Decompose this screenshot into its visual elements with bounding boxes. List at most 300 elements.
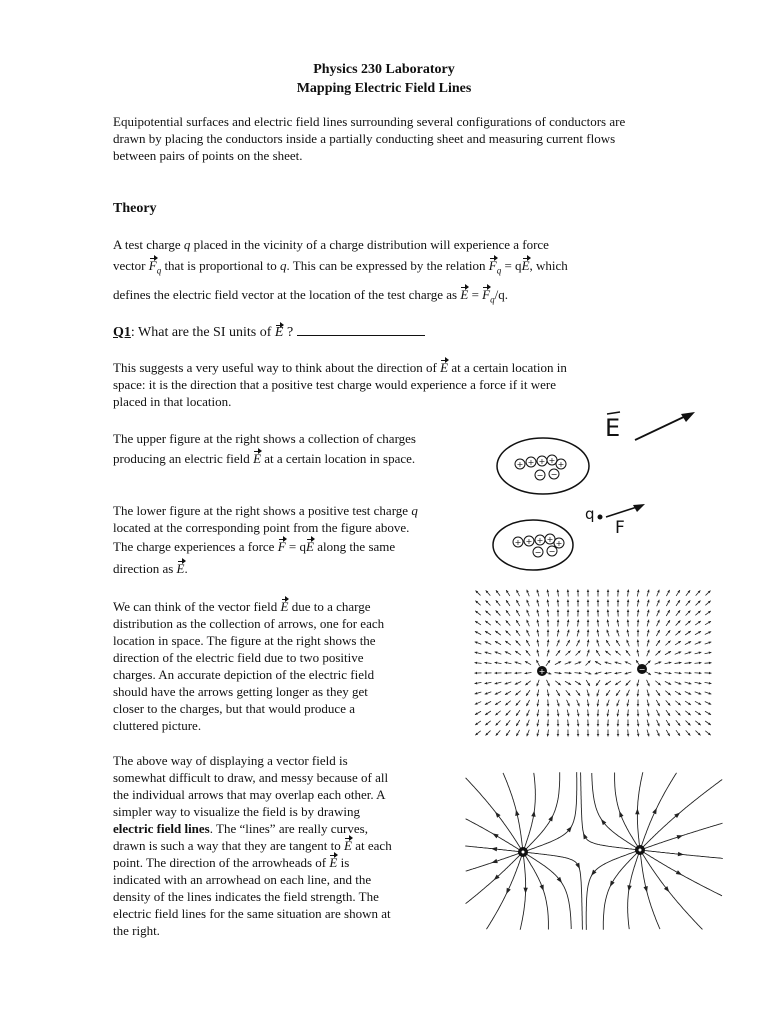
- positive-charge: [547, 455, 557, 465]
- field-arrow: [615, 681, 621, 685]
- field-arrow: [555, 661, 561, 664]
- field-arrow: [485, 682, 492, 685]
- upper-figure-paragraph: The upper figure at the right shows a collection of charges producing an electric field E at a certain location in space.: [113, 431, 416, 466]
- field-arrow: [586, 661, 591, 666]
- field-arrow: [627, 600, 630, 607]
- field-arrow: [547, 600, 550, 607]
- field-lines-figure: [463, 770, 725, 932]
- field-arrow: [506, 720, 510, 725]
- field-line: [603, 853, 637, 930]
- svg-text:−: −: [548, 547, 556, 556]
- field-arrow: [617, 720, 620, 727]
- field-line-arrowhead: [531, 811, 535, 817]
- field-arrow: [557, 700, 560, 707]
- field-line-arrowhead: [619, 811, 623, 817]
- field-arrow: [565, 681, 571, 685]
- field-arrow: [525, 672, 532, 675]
- field-arrow: [516, 630, 520, 636]
- svg-text:−: −: [550, 470, 558, 479]
- field-arrow: [526, 710, 529, 716]
- field-arrow: [676, 600, 680, 606]
- field-arrow: [495, 651, 502, 654]
- field-arrow: [565, 672, 572, 675]
- field-arrow: [637, 630, 640, 637]
- field-arrow: [665, 672, 672, 675]
- field-arrow: [495, 621, 500, 626]
- field-line: [635, 772, 643, 846]
- field-arrow: [666, 620, 670, 626]
- field-arrow: [526, 690, 530, 696]
- field-line-arrowhead: [652, 808, 657, 814]
- field-arrow: [567, 630, 570, 637]
- field-line: [520, 856, 528, 930]
- field-arrow: [526, 650, 530, 655]
- field-arrow: [637, 730, 640, 737]
- field-arrow: [695, 621, 701, 625]
- field-arrow: [575, 681, 581, 685]
- vector-field-figure: [472, 588, 718, 743]
- field-line: [641, 773, 676, 846]
- field-arrow: [605, 672, 612, 675]
- field-arrow: [567, 600, 570, 607]
- field-arrow: [607, 620, 610, 627]
- field-arrow: [705, 652, 712, 655]
- field-arrow: [555, 681, 560, 685]
- field-arrow: [626, 650, 630, 656]
- field-line: [644, 850, 723, 858]
- field-arrow: [516, 640, 521, 645]
- field-arrow: [685, 631, 691, 635]
- field-arrow: [516, 600, 519, 606]
- field-arrow: [695, 701, 701, 704]
- field-arrow: [577, 730, 580, 737]
- field-arrow: [475, 672, 482, 675]
- field-arrow: [695, 651, 702, 654]
- field-arrow: [666, 630, 670, 635]
- field-line: [466, 853, 520, 871]
- field-arrow: [547, 720, 550, 727]
- document-title: Physics 230 Laboratory: [313, 62, 455, 77]
- field-arrow: [666, 610, 670, 616]
- field-line: [581, 772, 636, 849]
- negative-charge: [535, 470, 545, 480]
- field-arrow: [665, 641, 670, 646]
- field-line-arrowhead: [664, 886, 669, 892]
- field-arrow: [607, 710, 610, 717]
- field-arrow: [557, 710, 560, 717]
- field-arrow: [647, 680, 650, 686]
- field-arrow: [566, 640, 569, 646]
- field-arrow: [647, 630, 650, 637]
- field-arrow: [475, 621, 481, 625]
- field-arrow: [666, 700, 671, 705]
- field-arrow: [607, 730, 610, 737]
- field-arrow: [627, 700, 630, 707]
- lower-charge-figure: [490, 495, 710, 575]
- field-arrow: [705, 721, 711, 725]
- field-line: [592, 773, 637, 848]
- field-arrow: [586, 680, 590, 686]
- field-arrow: [505, 691, 511, 695]
- positive-charge: [545, 534, 555, 544]
- field-arrow: [597, 620, 600, 627]
- positive-charge: [524, 536, 534, 546]
- field-arrow: [485, 611, 490, 616]
- field-arrow: [647, 590, 650, 597]
- field-arrow: [657, 610, 660, 616]
- svg-text:+: +: [555, 539, 563, 548]
- field-arrow: [475, 721, 481, 725]
- fig1-e-arrow: [635, 414, 690, 440]
- field-arrow: [647, 600, 650, 607]
- question-q1: Q1: What are the SI units of E ?: [113, 323, 425, 341]
- field-arrow: [557, 630, 560, 637]
- field-arrow: [495, 682, 502, 685]
- field-arrow: [597, 630, 600, 637]
- theory-heading: Theory: [113, 201, 157, 216]
- field-arrow: [607, 720, 610, 727]
- field-arrow: [547, 700, 550, 707]
- field-arrow: [657, 590, 660, 596]
- field-arrow: [625, 661, 631, 664]
- field-arrow: [587, 730, 590, 737]
- svg-text:+: +: [538, 667, 546, 676]
- field-arrow: [685, 621, 690, 626]
- field-arrow: [597, 730, 600, 737]
- field-arrow: [607, 610, 610, 617]
- field-arrow: [595, 661, 601, 665]
- field-arrow: [577, 710, 580, 717]
- field-arrow: [637, 710, 640, 717]
- field-arrow: [685, 662, 692, 665]
- field-arrow: [505, 682, 512, 685]
- field-arrow: [567, 620, 570, 627]
- field-arrow: [495, 631, 501, 635]
- field-arrow: [587, 690, 590, 697]
- field-arrow: [577, 590, 580, 597]
- field-arrow: [675, 631, 680, 636]
- positive-charge: [515, 459, 525, 469]
- positive-charge: [635, 845, 645, 855]
- suggests-paragraph: This suggests a very useful way to think about the direction of E at a certain location in space: it is the direction that a positive test charge would experience a force if it were placed in that location.: [113, 360, 567, 409]
- field-arrow: [496, 610, 501, 615]
- field-arrow: [485, 711, 491, 715]
- field-arrow: [486, 600, 491, 605]
- field-arrow: [587, 640, 590, 647]
- field-line: [526, 772, 560, 849]
- field-arrow: [705, 631, 711, 634]
- field-arrow: [526, 700, 529, 706]
- field-arrow: [605, 651, 610, 655]
- field-arrow: [657, 720, 660, 726]
- field-line-arrowhead: [635, 808, 639, 814]
- field-line: [465, 846, 519, 852]
- field-arrow: [516, 610, 519, 616]
- field-arrow: [475, 711, 481, 715]
- field-arrow: [666, 600, 669, 606]
- field-arrow: [705, 692, 712, 695]
- field-arrow: [627, 710, 630, 717]
- field-arrow: [557, 610, 560, 617]
- field-arrow: [676, 720, 680, 725]
- field-line: [527, 852, 582, 929]
- field-arrow: [567, 720, 570, 727]
- field-arrow: [475, 601, 480, 606]
- field-arrow: [525, 681, 530, 685]
- field-arrow: [495, 701, 501, 705]
- svg-text:−: −: [638, 665, 646, 674]
- field-arrow: [606, 630, 609, 637]
- field-arrow: [485, 721, 490, 725]
- field-arrow: [496, 730, 501, 735]
- field-arrow: [617, 620, 620, 627]
- field-arrow: [587, 590, 590, 597]
- field-arrow: [595, 672, 602, 675]
- field-arrow: [546, 680, 549, 686]
- field-arrow: [597, 610, 600, 617]
- field-arrow: [505, 662, 512, 665]
- field-arrow: [617, 710, 620, 717]
- field-arrow: [695, 641, 701, 644]
- positive-charge: [554, 538, 564, 548]
- svg-text:−: −: [534, 548, 542, 557]
- field-arrow: [665, 662, 672, 665]
- field-arrow: [526, 610, 529, 616]
- field-arrow: [537, 710, 540, 717]
- theory-paragraph: A test charge q placed in the vicinity of a charge distribution will experience a force vector $F_q$ that is proportional to q. This can be expressed by the relation $F_q$ = qE, which defines the electric field vector at the location of the test charge as $E = F_q/q$.: [113, 237, 568, 305]
- field-arrow: [587, 710, 590, 717]
- field-arrow: [505, 651, 511, 654]
- field-arrow: [526, 590, 529, 597]
- field-arrow: [685, 672, 692, 675]
- field-arrow: [587, 700, 590, 707]
- field-arrow: [655, 672, 662, 675]
- field-arrow: [557, 600, 560, 607]
- field-arrow: [526, 730, 529, 737]
- field-arrow: [485, 672, 492, 675]
- field-arrow: [657, 600, 660, 606]
- field-line-arrowhead: [515, 810, 519, 816]
- field-arrow: [616, 630, 619, 637]
- field-arrow: [546, 660, 550, 666]
- field-arrow: [647, 650, 650, 656]
- field-arrow: [515, 681, 521, 684]
- field-arrow: [475, 731, 480, 735]
- field-arrow: [536, 600, 539, 607]
- field-arrow: [536, 650, 539, 657]
- field-arrow: [656, 640, 660, 646]
- field-arrow: [576, 690, 580, 696]
- field-arrow: [685, 701, 691, 705]
- field-arrow: [587, 610, 590, 617]
- field-arrow: [695, 692, 702, 695]
- field-arrow: [695, 682, 702, 685]
- field-arrow: [647, 690, 650, 697]
- field-arrow: [495, 711, 500, 716]
- field-arrow: [705, 702, 711, 705]
- field-arrow: [516, 710, 520, 716]
- field-arrow: [506, 730, 510, 736]
- field-arrow: [476, 591, 481, 596]
- field-arrow: [627, 720, 630, 727]
- field-arrow: [576, 651, 581, 656]
- field-arrow: [627, 730, 630, 737]
- field-arrow: [705, 711, 711, 715]
- field-arrow: [515, 691, 520, 696]
- field-arrow: [597, 710, 600, 717]
- intro-paragraph: Equipotential surfaces and electric field lines surrounding several configurations of conductors are drawn by placing the conductors inside a partially conducting sheet and measuring current flows between pairs of points on the sheet.: [113, 114, 626, 163]
- vector-field-paragraph: We can think of the vector field E due to a charge distribution as the collection of arrows, one for each location in space. The figure at the right shows the direction of the electric field due to two positive charges. An accurate depiction of the electric field should have the arrows getting longer as they get closer to the charges, but that would produce a cluttered picture.: [113, 599, 385, 733]
- field-arrow: [506, 610, 510, 616]
- field-arrow: [596, 650, 600, 656]
- field-arrow: [565, 651, 570, 656]
- field-arrow: [485, 692, 492, 695]
- field-arrow: [515, 651, 521, 655]
- fig2-q-label: q: [585, 505, 595, 523]
- field-arrow: [665, 651, 671, 655]
- field-arrow: [605, 661, 612, 663]
- field-arrow: [695, 662, 702, 665]
- field-arrow: [475, 662, 482, 665]
- field-arrow: [705, 621, 711, 625]
- field-arrow: [675, 701, 680, 706]
- field-arrow: [616, 640, 620, 646]
- field-arrow: [475, 631, 481, 634]
- field-arrow: [656, 700, 659, 706]
- field-arrow: [686, 610, 691, 615]
- field-arrow: [557, 730, 560, 737]
- field-arrow: [626, 640, 629, 646]
- field-arrow: [556, 650, 560, 656]
- field-arrow: [616, 690, 620, 696]
- field-arrow: [607, 600, 610, 607]
- field-line: [627, 854, 638, 929]
- field-arrow: [685, 711, 690, 715]
- field-arrow: [475, 611, 481, 615]
- field-arrow: [567, 730, 570, 737]
- field-line: [466, 778, 521, 849]
- field-arrow: [607, 590, 610, 597]
- field-arrow: [676, 590, 680, 596]
- field-line-arrowhead: [678, 852, 684, 856]
- field-arrow: [475, 641, 482, 644]
- field-arrow: [637, 650, 640, 657]
- field-arrow: [596, 680, 600, 686]
- field-arrow: [647, 720, 650, 727]
- field-arrow: [675, 691, 681, 695]
- document-subtitle: Mapping Electric Field Lines: [296, 81, 472, 96]
- field-arrow: [526, 630, 529, 636]
- field-arrow: [475, 692, 482, 695]
- svg-text:−: −: [536, 471, 544, 480]
- field-arrow: [557, 640, 560, 646]
- field-arrow: [567, 610, 570, 617]
- field-arrow: [516, 620, 520, 626]
- field-line-arrowhead: [643, 886, 647, 892]
- field-arrow: [547, 650, 550, 657]
- field-arrow: [475, 651, 482, 654]
- field-line-arrowhead: [627, 885, 631, 891]
- upper-charge-figure: [490, 400, 710, 500]
- field-arrow: [647, 620, 650, 627]
- field-arrow: [587, 720, 590, 727]
- field-arrow: [685, 682, 692, 685]
- field-arrow: [636, 680, 639, 687]
- field-arrow: [567, 710, 570, 717]
- field-arrow: [686, 590, 690, 596]
- field-arrow: [536, 730, 539, 737]
- field-arrow: [557, 620, 560, 627]
- svg-text:+: +: [536, 536, 544, 545]
- field-arrow: [695, 601, 700, 606]
- field-arrow: [686, 600, 691, 605]
- field-arrow: [605, 681, 611, 685]
- field-arrow: [577, 700, 580, 706]
- field-arrow: [526, 720, 529, 726]
- field-arrow: [587, 650, 590, 657]
- field-line-arrowhead: [548, 815, 553, 821]
- field-arrow: [705, 641, 712, 644]
- field-arrow: [516, 720, 520, 726]
- field-line-arrowhead: [575, 863, 580, 869]
- lower-figure-paragraph: The lower figure at the right shows a positive test charge q located at the corresponding point from the figure above. The charge experiences a force F = qE along the same direction as E.: [113, 503, 418, 576]
- field-arrow: [526, 620, 529, 626]
- svg-text:+: +: [538, 457, 546, 466]
- field-arrow: [537, 630, 540, 637]
- answer-blank[interactable]: [297, 323, 425, 336]
- field-arrow: [516, 730, 519, 736]
- field-arrow: [666, 730, 669, 736]
- field-arrow: [705, 601, 710, 606]
- field-arrow: [655, 651, 660, 656]
- field-arrow: [485, 621, 491, 625]
- field-line-arrowhead: [491, 847, 497, 851]
- field-arrow: [555, 672, 562, 675]
- field-arrow: [536, 680, 539, 687]
- field-arrow: [637, 700, 640, 707]
- field-arrow: [637, 720, 640, 727]
- field-arrow: [617, 600, 620, 607]
- field-line-arrowhead: [523, 888, 527, 894]
- field-arrow: [675, 662, 682, 665]
- svg-text:+: +: [557, 460, 565, 469]
- field-arrow: [627, 620, 630, 627]
- field-arrow: [656, 710, 659, 716]
- field-arrow: [616, 700, 619, 707]
- field-arrow: [505, 641, 511, 645]
- field-arrow: [676, 730, 680, 736]
- field-line-arrowhead: [492, 833, 498, 838]
- field-arrow: [655, 661, 662, 664]
- field-arrow: [505, 701, 510, 706]
- field-arrow: [695, 631, 701, 634]
- field-arrow: [705, 662, 712, 665]
- field-line: [487, 856, 522, 929]
- field-arrow: [655, 681, 660, 686]
- field-arrow: [557, 720, 560, 727]
- field-arrow: [606, 690, 610, 696]
- test-charge-dot: [598, 515, 603, 520]
- field-arrow: [666, 720, 670, 726]
- field-arrow: [505, 631, 510, 636]
- field-arrow: [537, 640, 540, 647]
- field-arrow: [626, 690, 629, 696]
- positive-charge: [513, 537, 523, 547]
- field-arrow: [515, 672, 522, 675]
- positive-charge: [535, 535, 545, 545]
- field-arrow: [675, 672, 682, 675]
- field-arrow: [617, 730, 620, 737]
